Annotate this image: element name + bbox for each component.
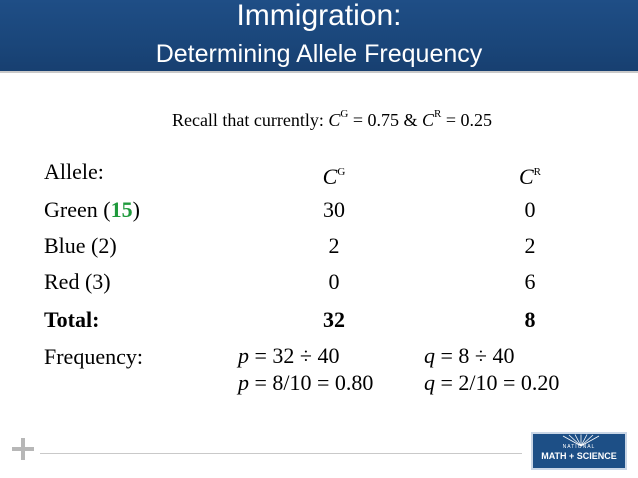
cg-cell: 2 (328, 233, 340, 258)
cr-cell: 6 (524, 269, 536, 294)
cg-column-header: $C^G$ (322, 164, 346, 189)
footer-divider (40, 453, 522, 454)
logo-name: MATH + SCIENCE (541, 451, 617, 461)
green-count: 15 (110, 197, 133, 222)
slide-title: Immigration: (236, 0, 402, 32)
recall-statement: Recall that currently: $C^G = 0.75$ & $C^R = 0.25$ (171, 108, 493, 130)
header-divider (0, 71, 638, 73)
title-banner (0, 0, 638, 72)
p-formula-line2: p = 8/10 = 0.80 (238, 370, 374, 395)
table-header-row (44, 157, 624, 191)
plus-icon (12, 438, 34, 460)
row-label: Green (15) (44, 197, 140, 222)
row-label: Red (3) (44, 269, 111, 294)
row-label: Blue (2) (44, 233, 117, 258)
cr-total: 8 (524, 307, 536, 332)
slide-subtitle: Determining Allele Frequency (155, 40, 483, 68)
nms-logo (531, 432, 627, 470)
total-row (44, 305, 624, 339)
q-formula-line1: q = 8 ÷ 40 (424, 343, 515, 368)
table-row (44, 195, 624, 229)
total-label: Total: (44, 307, 100, 332)
q-formula-line2: q = 2/10 = 0.20 (424, 370, 560, 395)
allele-column-header: Allele: (44, 159, 104, 184)
cr-column-header: $C^R$ (518, 164, 542, 189)
cr-cell: 2 (524, 233, 536, 258)
logo-national: NATIONAL (562, 444, 596, 450)
table-row (44, 231, 624, 265)
table-row (44, 267, 624, 301)
cr-cell: 0 (524, 197, 536, 222)
p-formula-line1: p = 32 ÷ 40 (238, 343, 340, 368)
cg-total: 32 (323, 307, 345, 332)
frequency-label: Frequency: (44, 344, 143, 369)
cg-cell: 0 (328, 269, 340, 294)
cg-cell: 30 (323, 197, 345, 222)
